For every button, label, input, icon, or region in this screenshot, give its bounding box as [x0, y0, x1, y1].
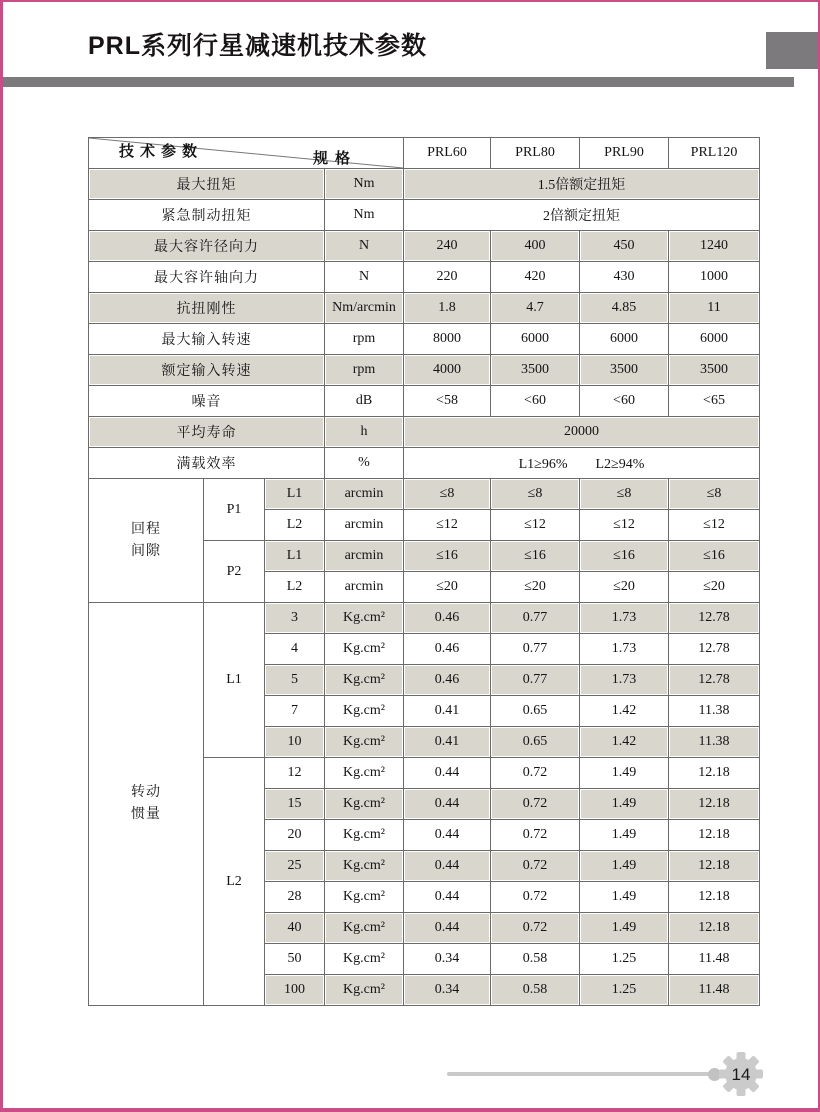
value-cell: 12.78	[669, 665, 760, 696]
ratio-cell: 5	[265, 665, 325, 696]
unit-cell: rpm	[325, 324, 404, 355]
inertia-group-label	[89, 603, 204, 1006]
value-cell: 1.42	[580, 696, 669, 727]
value-cell: ≤12	[580, 510, 669, 541]
span-value-cell: 2倍额定扭矩	[404, 200, 760, 231]
value-cell: 4.7	[491, 293, 580, 324]
value-cell: 3500	[491, 355, 580, 386]
page-number: 14	[731, 1065, 751, 1084]
unit-cell: Kg.cm²	[325, 696, 404, 727]
value-cell: 12.18	[669, 789, 760, 820]
ratio-cell: 10	[265, 727, 325, 758]
backlash-group-label	[89, 479, 204, 603]
footer-rule-line	[447, 1072, 711, 1076]
model-column-header: PRL60	[404, 138, 491, 169]
ratio-cell: 50	[265, 944, 325, 975]
unit-cell: arcmin	[325, 541, 404, 572]
precision-class-cell: P1	[204, 479, 265, 541]
param-label-cell: 满载效率	[89, 448, 325, 479]
value-cell: ≤16	[491, 541, 580, 572]
unit-cell: Kg.cm²	[325, 851, 404, 882]
ratio-cell: 7	[265, 696, 325, 727]
table-row	[89, 386, 760, 417]
model-column-header: PRL120	[669, 138, 760, 169]
value-cell: 0.34	[404, 975, 491, 1006]
model-column-header: PRL90	[580, 138, 669, 169]
corner-decoration-square	[766, 32, 818, 69]
value-cell: ≤16	[404, 541, 491, 572]
unit-cell: Kg.cm²	[325, 634, 404, 665]
table-row	[89, 448, 760, 479]
param-label-cell: 最大容许轴向力	[89, 262, 325, 293]
value-cell: 1.49	[580, 789, 669, 820]
value-cell: 1.42	[580, 727, 669, 758]
value-cell: 0.44	[404, 820, 491, 851]
unit-cell: Kg.cm²	[325, 665, 404, 696]
value-cell: 11	[669, 293, 760, 324]
unit-cell: Nm	[325, 169, 404, 200]
value-cell: 430	[580, 262, 669, 293]
value-cell: 12.18	[669, 758, 760, 789]
table-row	[89, 324, 760, 355]
value-cell: 1240	[669, 231, 760, 262]
value-cell: ≤20	[580, 572, 669, 603]
group-label-line: 间隙	[131, 543, 161, 559]
table-row	[89, 262, 760, 293]
value-cell: 400	[491, 231, 580, 262]
value-cell: 0.72	[491, 758, 580, 789]
value-cell: <60	[580, 386, 669, 417]
value-cell: 1.25	[580, 944, 669, 975]
group-label-line: 转动	[131, 785, 161, 800]
value-cell: 0.65	[491, 727, 580, 758]
value-cell: 0.41	[404, 727, 491, 758]
value-cell: 12.18	[669, 913, 760, 944]
ratio-cell: 25	[265, 851, 325, 882]
span-value-cell: 1.5倍额定扭矩	[404, 169, 760, 200]
unit-cell: dB	[325, 386, 404, 417]
unit-cell: %	[325, 448, 404, 479]
value-cell: 0.72	[491, 851, 580, 882]
table-row	[89, 603, 760, 634]
value-cell: 1.49	[580, 758, 669, 789]
unit-cell: arcmin	[325, 479, 404, 510]
value-cell: ≤12	[669, 510, 760, 541]
title-underline-bar	[3, 77, 794, 87]
value-cell: ≤12	[404, 510, 491, 541]
value-cell: 3500	[580, 355, 669, 386]
value-cell: 0.44	[404, 851, 491, 882]
value-cell: 11.48	[669, 944, 760, 975]
value-cell: 220	[404, 262, 491, 293]
param-label-cell: 最大扭矩	[89, 169, 325, 200]
value-cell: 0.65	[491, 696, 580, 727]
value-cell: 1000	[669, 262, 760, 293]
value-cell: 420	[491, 262, 580, 293]
value-cell: 3500	[669, 355, 760, 386]
value-cell: 4.85	[580, 293, 669, 324]
value-cell: 1.49	[580, 851, 669, 882]
group-label-line: 回程	[131, 521, 161, 537]
value-cell: 1.8	[404, 293, 491, 324]
value-cell: 0.44	[404, 882, 491, 913]
group-label-line: 惯量	[131, 807, 161, 822]
value-cell: 1.25	[580, 975, 669, 1006]
unit-cell: Nm/arcmin	[325, 293, 404, 324]
unit-cell: arcmin	[325, 510, 404, 541]
value-cell: ≤8	[669, 479, 760, 510]
param-label-cell: 平均寿命	[89, 417, 325, 448]
value-cell: 0.72	[491, 882, 580, 913]
param-label-cell: 抗扭刚性	[89, 293, 325, 324]
unit-cell: h	[325, 417, 404, 448]
value-cell: 0.46	[404, 603, 491, 634]
unit-cell: Kg.cm²	[325, 913, 404, 944]
page-title: PRL系列行星减速机技术参数	[88, 32, 428, 60]
value-cell: 0.46	[404, 634, 491, 665]
table-row	[89, 417, 760, 448]
value-cell: 0.46	[404, 665, 491, 696]
value-cell: 4000	[404, 355, 491, 386]
value-cell: ≤20	[404, 572, 491, 603]
stage-level-cell: L1	[265, 541, 325, 572]
value-cell: ≤8	[404, 479, 491, 510]
precision-class-cell: P2	[204, 541, 265, 603]
value-cell: 0.77	[491, 603, 580, 634]
value-cell: 0.72	[491, 789, 580, 820]
value-cell: 11.38	[669, 696, 760, 727]
value-cell: 0.58	[491, 975, 580, 1006]
param-label-cell: 紧急制动扭矩	[89, 200, 325, 231]
unit-cell: Kg.cm²	[325, 603, 404, 634]
value-cell: 0.41	[404, 696, 491, 727]
model-column-header: PRL80	[491, 138, 580, 169]
stage-level-cell: L2	[204, 758, 265, 1006]
value-cell: 1.49	[580, 820, 669, 851]
value-cell: 0.58	[491, 944, 580, 975]
value-cell: 12.18	[669, 820, 760, 851]
table-row	[89, 169, 760, 200]
ratio-cell: 12	[265, 758, 325, 789]
value-cell: 0.34	[404, 944, 491, 975]
value-cell: 8000	[404, 324, 491, 355]
unit-cell: Kg.cm²	[325, 882, 404, 913]
unit-cell: rpm	[325, 355, 404, 386]
value-cell: <65	[669, 386, 760, 417]
value-cell: 1.73	[580, 603, 669, 634]
value-cell: 12.18	[669, 851, 760, 882]
value-cell: 0.77	[491, 665, 580, 696]
value-cell: 11.38	[669, 727, 760, 758]
table-row	[89, 231, 760, 262]
gear-icon	[717, 1050, 765, 1098]
param-label-cell: 额定输入转速	[89, 355, 325, 386]
value-cell: ≤8	[491, 479, 580, 510]
stage-level-cell: L2	[265, 510, 325, 541]
unit-cell: Kg.cm²	[325, 820, 404, 851]
unit-cell: arcmin	[325, 572, 404, 603]
unit-cell: N	[325, 262, 404, 293]
value-cell: ≤8	[580, 479, 669, 510]
ratio-cell: 20	[265, 820, 325, 851]
param-label-cell: 最大容许径向力	[89, 231, 325, 262]
value-cell: 1.49	[580, 882, 669, 913]
ratio-cell: 100	[265, 975, 325, 1006]
value-cell: 6000	[580, 324, 669, 355]
table-row	[89, 355, 760, 386]
value-cell: 450	[580, 231, 669, 262]
unit-cell: Kg.cm²	[325, 727, 404, 758]
value-cell: 6000	[669, 324, 760, 355]
value-cell: ≤20	[491, 572, 580, 603]
value-cell: 12.78	[669, 634, 760, 665]
ratio-cell: 3	[265, 603, 325, 634]
unit-cell: Nm	[325, 200, 404, 231]
stage-level-cell: L1	[204, 603, 265, 758]
span-value-cell: L1≥96% L2≥94%	[404, 448, 760, 479]
table-row	[89, 293, 760, 324]
table-header-row	[89, 138, 760, 169]
value-cell: 11.48	[669, 975, 760, 1006]
ratio-cell: 4	[265, 634, 325, 665]
value-cell: <60	[491, 386, 580, 417]
value-cell: <58	[404, 386, 491, 417]
ratio-cell: 40	[265, 913, 325, 944]
unit-cell: Kg.cm²	[325, 758, 404, 789]
header-spec-label: 规格	[312, 150, 357, 167]
value-cell: 1.73	[580, 634, 669, 665]
value-cell: 12.18	[669, 882, 760, 913]
value-cell: 0.44	[404, 758, 491, 789]
value-cell: 0.72	[491, 913, 580, 944]
value-cell: 0.44	[404, 913, 491, 944]
table-row	[89, 479, 760, 510]
param-label-cell: 噪音	[89, 386, 325, 417]
table-row	[89, 200, 760, 231]
unit-cell: Kg.cm²	[325, 975, 404, 1006]
unit-cell: N	[325, 231, 404, 262]
value-cell: 240	[404, 231, 491, 262]
ratio-cell: 28	[265, 882, 325, 913]
value-cell: 1.49	[580, 913, 669, 944]
param-label-cell: 最大输入转速	[89, 324, 325, 355]
stage-level-cell: L2	[265, 572, 325, 603]
value-cell: ≤16	[580, 541, 669, 572]
value-cell: 0.77	[491, 634, 580, 665]
value-cell: 1.73	[580, 665, 669, 696]
value-cell: 6000	[491, 324, 580, 355]
value-cell: 12.78	[669, 603, 760, 634]
stage-level-cell: L1	[265, 479, 325, 510]
span-value-cell: 20000	[404, 417, 760, 448]
gear-page-badge	[717, 1050, 765, 1098]
value-cell: ≤16	[669, 541, 760, 572]
value-cell: 0.44	[404, 789, 491, 820]
value-cell: ≤12	[491, 510, 580, 541]
unit-cell: Kg.cm²	[325, 789, 404, 820]
spec-table	[88, 137, 760, 1006]
header-param-label: 技术参数	[119, 143, 204, 160]
diagonal-header-cell	[89, 138, 404, 169]
ratio-cell: 15	[265, 789, 325, 820]
value-cell: ≤20	[669, 572, 760, 603]
unit-cell: Kg.cm²	[325, 944, 404, 975]
value-cell: 0.72	[491, 820, 580, 851]
